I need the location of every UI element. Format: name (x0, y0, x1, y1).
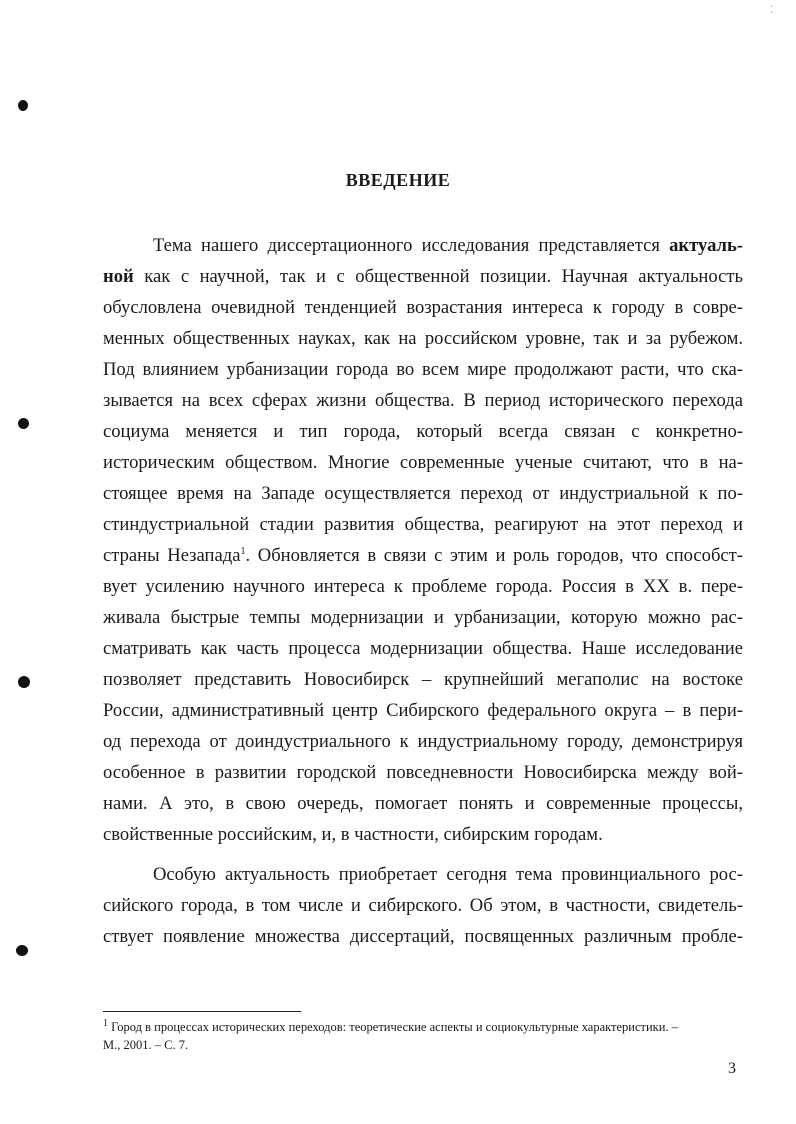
emphasis-word: ной (103, 266, 134, 287)
page-number: 3 (728, 1060, 736, 1077)
body-line: ной как с научной, так и с общественной позиции. Научная актуальность (103, 266, 743, 287)
body-line: страны Незапада$^1$. Обновляется в связи с этим и роль городов, что способст- (103, 545, 743, 566)
body-line: сматривать как часть процесса модернизации общества. Наше исследование (103, 638, 743, 659)
footnote-divider (103, 1011, 301, 1012)
page-title: ВВЕДЕНИЕ (345, 170, 451, 190)
footnote-marker: 1 (103, 1017, 108, 1029)
scan-punch-mark (16, 945, 28, 956)
body-line: ствует появление множества диссертаций, посвященных различным пробле- (103, 926, 743, 947)
body-line: обусловлена очевидной тенденцией возрастания интереса к городу в совре- (103, 297, 743, 318)
body-line: России, административный центр Сибирского федерального округа – в пери- (103, 700, 743, 721)
body-text (103, 230, 743, 952)
body-line: Под влиянием урбанизации города во всем мире продолжают расти, что ска- (103, 359, 743, 380)
body-line: вует усилению научного интереса к проблеме города. Россия в XX в. пере- (103, 576, 743, 597)
body-line: Особую актуальность приобретает сегодня тема провинциального рос- (153, 864, 743, 885)
body-line: позволяет представить Новосибирск – крупнейший мегаполис на востоке (103, 669, 743, 690)
scan-punch-mark (18, 418, 29, 429)
body-line: сийского города, в том числе и сибирского. Об этом, в частности, свидетель- (103, 895, 743, 916)
body-line: стоящее время на Западе осуществляется переход от индустриальной к по- (103, 483, 743, 504)
body-line: социума меняется и тип города, который всегда связан с конкретно- (103, 421, 743, 442)
body-line: од перехода от доиндустриального к индустриальному городу, демонстрируя (103, 731, 743, 752)
footnote (103, 1018, 743, 1054)
body-line: нами. А это, в свою очередь, помогает понять и современные процессы, (103, 793, 743, 814)
body-line: зывается на всех сферах жизни общества. В период исторического перехода (103, 390, 743, 411)
emphasis-word: актуаль- (669, 235, 743, 256)
body-line: историческим обществом. Многие современные ученые считают, что в на- (103, 452, 743, 473)
scan-punch-mark (18, 100, 28, 111)
footnote-line: $^1$ Город в процессах исторических переходов: теоретические аспекты и социокультурные характеристики. – (103, 1017, 678, 1034)
scan-speck: ⁚ (770, 5, 774, 16)
footnote-line: М., 2001. – С. 7. (103, 1038, 189, 1052)
body-line: стиндустриальной стадии развития общества, реагируют на этот переход и (103, 514, 743, 535)
body-line: живала быстрые темпы модернизации и урбанизации, которую можно рас- (103, 607, 743, 628)
body-line: менных общественных науках, как на российском уровне, так и за рубежом. (103, 328, 743, 349)
footnote-ref[interactable]: 1 (240, 545, 246, 557)
body-line: особенное в развитии городской повседневности Новосибирска между вой- (103, 762, 743, 783)
body-line: свойственные российским, и, в частности, сибирским городам. (103, 824, 603, 845)
body-line: Тема нашего диссертационного исследования представляется актуаль- (153, 235, 743, 256)
scan-punch-mark (18, 676, 30, 688)
